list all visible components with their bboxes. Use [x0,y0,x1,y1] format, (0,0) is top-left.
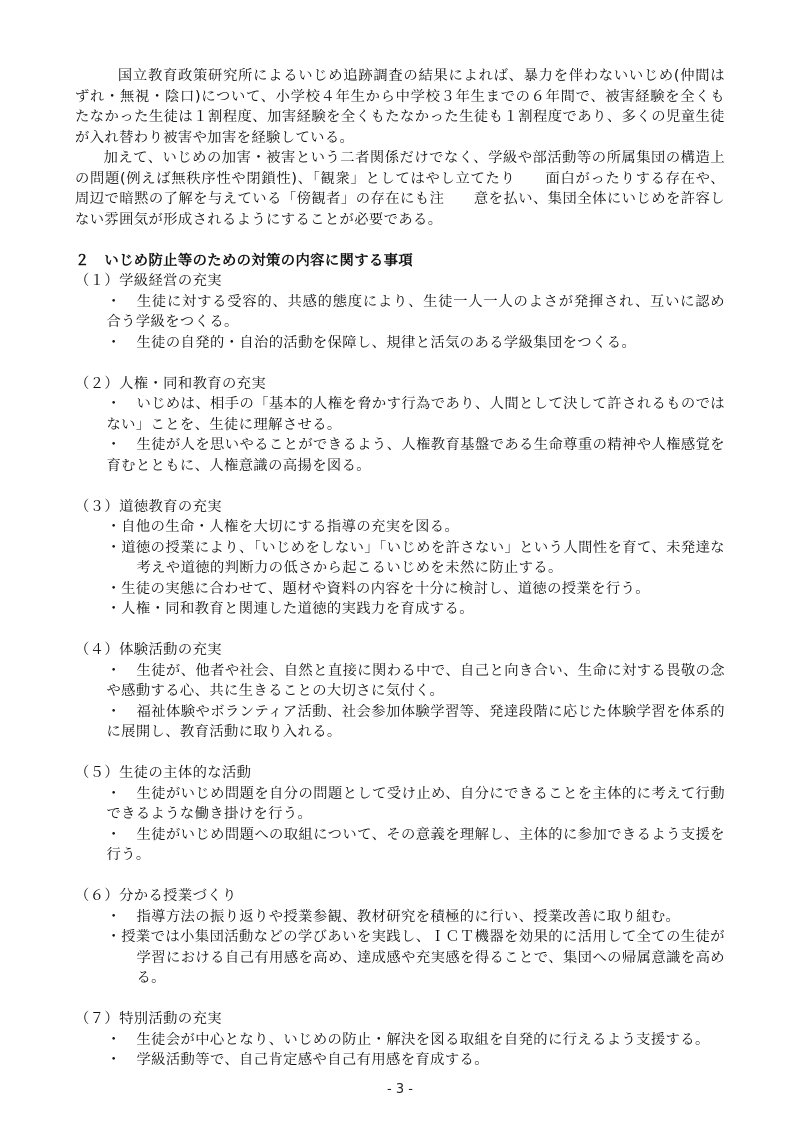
bullet-4-1: ・ 生徒が、他者や社会、自然と直接に関わる中で、自己と向き合い、生命に対する畏敬の念や感動する心、共に生きることの大切さに気付く。 [106,662,725,699]
bullet-1-1: ・ 生徒に対する受容的、共感的態度により、生徒一人一人のよさが発揮され、互いに認め合う学級をつくる。 [106,293,725,330]
bullet-mark: ・ [106,908,122,925]
bullet-7-1: ・ 生徒会が中心となり、いじめの防止・解決を図る取組を自発的に行えるよう支援する。 [75,1030,725,1051]
bullet-mark: ・ [106,1052,122,1068]
item-heading-3: （３）道徳教育の充実 [75,498,222,515]
bullet-3-3: ・生徒の実態に合わせて、題材や資料の内容を十分に検討し、道徳の授業を行う。 [106,580,650,597]
bullet-mark: ・ [106,1031,122,1048]
bullet-mark: ・ [106,662,122,679]
bullet-mark: ・ [106,929,122,945]
section-title: ２ いじめ防止等のための対策の内容に関する事項 [75,252,414,269]
bullet-6-2: ・授業では小集団活動などの学びあいを実践し、ＩＣＴ機器を効果的に活用して全ての生徒が学習における自己有用感を高め、達成感や充実感を得ることで、集団への帰属意識を高める。 [106,929,725,986]
bullet-3-1: ・自他の生命・人権を大切にする指導の充実を図る。 [106,519,460,535]
intro-paragraph-2: 加えて、いじめの加害・被害という二者関係だけでなく、学級や部活動等の所属集団の構造上の問題(例えば無秩序性や閉鎖性)、「観衆」としてはやし立てたり 面白がったりする存在や、周辺で暗黙の了解を与えている「傍観者」の存在にも注 意を払い、集団全体にいじめを許容しない雰囲気が形成されるようにすることが必要である。 [75,150,725,228]
item-heading-2: （２）人権・同和教育の充実 [75,375,267,392]
bullet-mark: ・ [106,437,122,453]
item-heading-1: （１）学級経営の充実 [75,273,222,289]
bullet-5-1: ・ 生徒がいじめ問題を自分の問題として受け止め、自分にできることを主体的に考えて行動できるような働き掛けを行う。 [106,785,725,822]
bullet-mark: ・ [106,293,122,310]
bullet-2-2: ・ 生徒が人を思いやることができるよう、人権教育基盤である生命尊重の精神や人権感覚を育むとともに、人権意識の高揚を図る。 [106,437,725,474]
bullet-mark: ・ [106,580,122,597]
page-number: - 3 - [387,1082,413,1097]
item-heading-6: （６）分かる授業づくり [75,888,237,904]
bullet-mark: ・ [106,703,122,720]
bullet-3-4: ・人権・同和教育と関連した道徳的実践力を育成する。 [106,601,474,617]
bullet-mark: ・ [106,519,122,535]
bullet-mark: ・ [106,396,122,412]
bullet-2-1: ・ いじめは、相手の「基本的人権を脅かす行為であり、人間として決して許されるものではない」ことを、生徒に理解させる。 [106,396,725,433]
bullet-6-1: ・ 指導方法の振り返りや授業参観、教材研究を積極的に行い、授業改善に取り組む。 [75,907,725,928]
bullet-3-2: ・道徳の授業により、「いじめをしない」「いじめを許さない」という人間性を育て、未発達な考えや道徳的判断力の低さから起こるいじめを未然に防止する。 [106,539,725,576]
document-body [75,66,725,1071]
bullet-4-2: ・ 福祉体験やボランティア活動、社会参加体験学習等、発達段階に応じた体験学習を体系的に展開し、教育活動に取り入れる。 [106,703,725,740]
item-heading-5: （５）生徒の主体的な活動 [75,765,252,781]
item-heading-4: （４）体験活動の充実 [75,642,222,658]
bullet-mark: ・ [106,785,122,802]
bullet-mark: ・ [106,826,122,843]
item-heading-7: （７）特別活動の充実 [75,1011,222,1027]
bullet-mark: ・ [106,601,122,617]
bullet-7-2: ・ 学級活動等で、自己肯定感や自己有用感を育成する。 [75,1050,725,1071]
bullet-5-2: ・ 生徒がいじめ問題への取組について、その意義を理解し、主体的に参加できるよう支援を行う。 [106,826,725,863]
intro-paragraph-1: 国立教育政策研究所によるいじめ追跡調査の結果によれば、暴力を伴わないいじめ(仲間はずれ・無視・陰口)について、小学校４年生から中学校３年生までの６年間で、被害経験を全くもたなかった生徒は１割程度、加害経験を全くもたなかった生徒も１割程度であり、多くの児童生徒が入れ替わり被害や加害を経験している。 [75,68,725,146]
bullet-1-2: ・ 生徒の自発的・自治的活動を保障し、規律と活気のある学級集団をつくる。 [75,333,725,354]
bullet-mark: ・ [106,539,122,556]
bullet-mark: ・ [106,334,122,351]
